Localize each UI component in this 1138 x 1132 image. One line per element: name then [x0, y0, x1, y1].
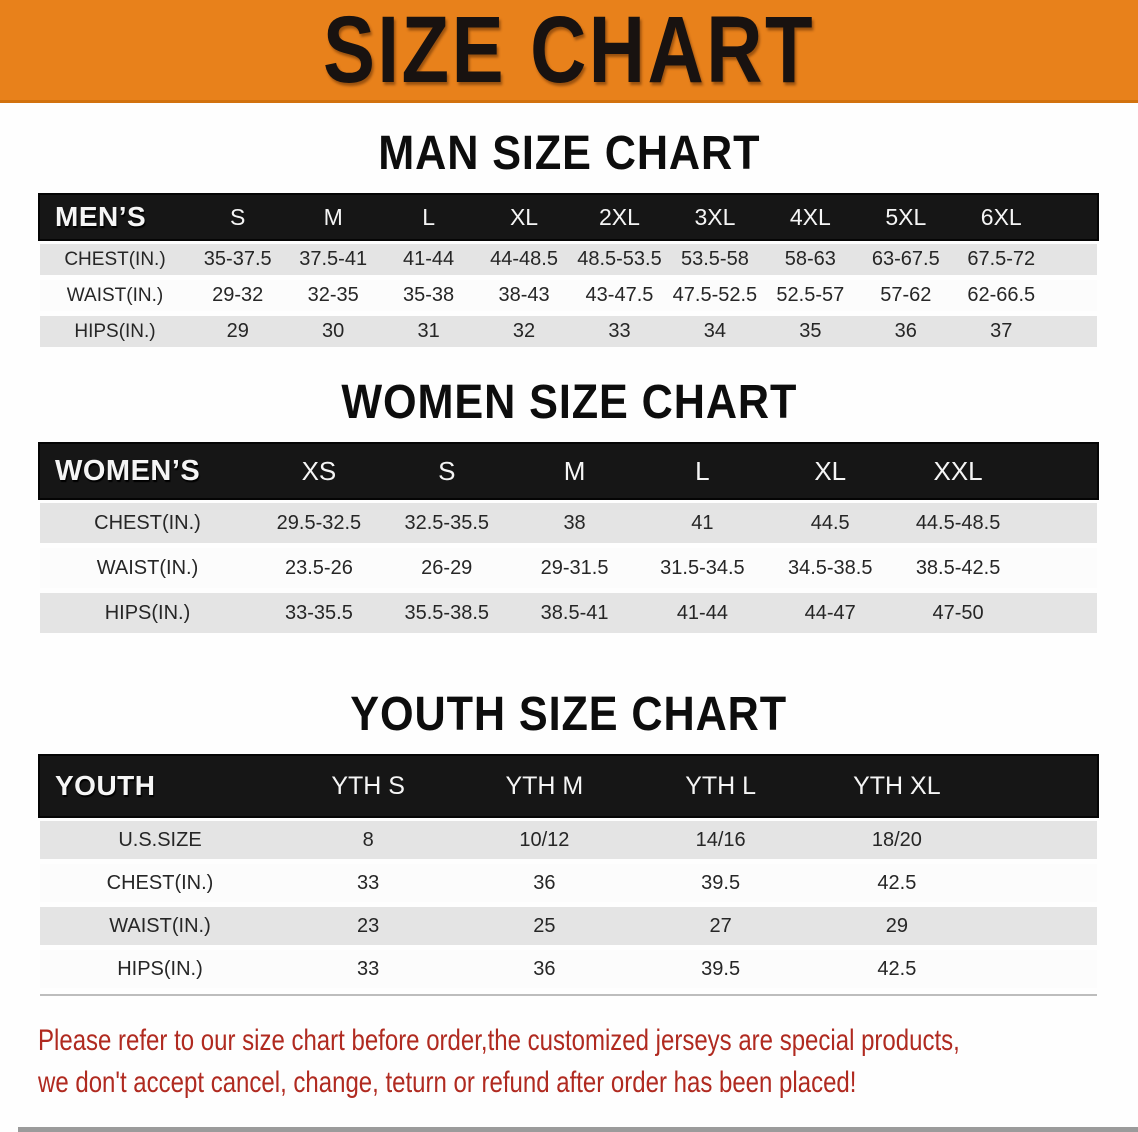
youth-table-row [40, 907, 1097, 945]
size-column-header: 5XL [885, 203, 927, 230]
size-column-header: XL [814, 455, 847, 486]
measurement-value-cell: 29 [885, 914, 908, 937]
measurement-value-cell: 23 [357, 914, 380, 937]
size-column-header: 4XL [789, 203, 831, 230]
disclaimer-text [38, 1020, 1138, 1104]
measurement-value-cell: 52.5-57 [776, 284, 845, 306]
youth-section-heading [0, 687, 1138, 741]
size-column-header: XS [301, 455, 337, 486]
measurement-value-cell: 44-47 [804, 601, 856, 624]
spacer-cell [985, 756, 1097, 816]
measurement-value-cell: 8 [362, 828, 374, 851]
measurement-value-cell: 32.5-35.5 [404, 511, 489, 534]
measurement-value-cell: 41-44 [676, 601, 728, 624]
measurement-value-cell: 35-37.5 [203, 248, 272, 270]
measurement-value-cell: 31.5-34.5 [660, 556, 745, 579]
disclaimer-line-1: Please refer to our size chart before order,the customized jerseys are special products, [38, 1024, 960, 1057]
size-column-header: 2XL [599, 203, 640, 230]
measurement-value-cell: 29.5-32.5 [276, 511, 362, 534]
banner-title: SIZE CHART [323, 0, 815, 103]
measurement-value-cell: 33 [357, 871, 380, 894]
measurement-value-cell: 42.5 [877, 957, 917, 980]
measurement-value-cell: 63-67.5 [871, 248, 940, 270]
measurement-value-cell: 47.5-52.5 [672, 284, 758, 306]
measurement-value-cell: 35 [799, 320, 822, 342]
row-label: U.S.SIZE [118, 828, 202, 851]
measurement-value-cell: 67.5-72 [967, 248, 1036, 270]
measurement-value-cell: 48.5-53.5 [577, 248, 662, 270]
measurement-value-cell: 41-44 [403, 248, 455, 270]
measurement-value-cell: 29-32 [212, 284, 264, 306]
measurement-value-cell: 38 [563, 511, 586, 534]
women-table-header-row [40, 444, 1097, 498]
measurement-value-cell: 38.5-42.5 [915, 556, 1001, 579]
spacer-cell [985, 907, 1097, 945]
spacer-cell [1049, 244, 1097, 275]
youth-table-title-cell: YOUTH [55, 770, 156, 801]
women-table-row [40, 548, 1097, 588]
measurement-value-cell: 32-35 [307, 284, 359, 306]
youth-table-row [40, 864, 1097, 902]
bottom-edge-strip [18, 1127, 1138, 1132]
size-column-header: YTH S [331, 771, 405, 800]
youth-table-row [40, 821, 1097, 859]
spacer-cell [985, 821, 1097, 859]
section-man [0, 126, 1138, 352]
measurement-value-cell: 35.5-38.5 [404, 601, 489, 624]
measurement-value-cell: 29-31.5 [540, 556, 609, 579]
measurement-value-cell: 32 [512, 320, 536, 342]
spacer-cell [985, 864, 1097, 902]
measurement-value-cell: 37 [990, 320, 1013, 342]
size-column-header: M [563, 455, 586, 486]
row-label: WAIST(IN.) [109, 914, 211, 937]
youth-heading-text: YOUTH SIZE CHART [350, 687, 788, 741]
measurement-value-cell: 29 [226, 320, 249, 342]
measurement-value-cell: 25 [533, 914, 556, 937]
section-youth [0, 687, 1138, 996]
women-table-wrapper [40, 439, 1097, 638]
measurement-value-cell: 44.5 [810, 511, 850, 534]
size-column-header: M [323, 203, 343, 230]
measurement-value-cell: 38.5-41 [540, 601, 609, 624]
youth-size-table [40, 751, 1097, 993]
disclaimer-line-2: we don't accept cancel, change, teturn or refund after order has been placed! [38, 1066, 857, 1099]
row-label: WAIST(IN.) [96, 556, 199, 579]
measurement-value-cell: 36 [533, 871, 556, 894]
measurement-value-cell: 30 [322, 320, 345, 342]
size-column-header: S [438, 455, 456, 486]
women-table-title-cell: WOMEN’S [55, 454, 201, 487]
measurement-value-cell: 23.5-26 [284, 556, 353, 579]
youth-table-underline [40, 994, 1097, 996]
measurement-value-cell: 37.5-41 [299, 248, 368, 270]
row-label: CHEST(IN.) [94, 511, 201, 534]
measurement-value-cell: 26-29 [421, 556, 473, 579]
man-table-header-row [40, 195, 1097, 239]
size-column-header: YTH XL [853, 771, 941, 800]
women-size-table [40, 439, 1097, 638]
measurement-value-cell: 36 [533, 957, 556, 980]
man-table-row [40, 316, 1097, 347]
size-column-header: L [695, 455, 710, 486]
size-column-header: L [422, 203, 435, 230]
size-chart-banner [0, 0, 1138, 103]
measurement-value-cell: 53.5-58 [680, 248, 749, 270]
measurement-value-cell: 39.5 [701, 957, 741, 980]
measurement-value-cell: 34.5-38.5 [787, 556, 873, 579]
size-column-header: S [230, 203, 246, 230]
size-column-header: YTH M [505, 771, 584, 800]
spacer-cell [1022, 444, 1097, 498]
measurement-value-cell: 44.5-48.5 [915, 511, 1001, 534]
women-table-row [40, 503, 1097, 543]
measurement-value-cell: 10/12 [519, 828, 570, 851]
measurement-value-cell: 33 [608, 320, 631, 342]
man-section-heading [0, 126, 1138, 180]
measurement-value-cell: 41 [691, 511, 714, 534]
man-table-wrapper [40, 190, 1097, 352]
row-label: WAIST(IN.) [66, 284, 164, 306]
spacer-cell [1049, 280, 1097, 311]
youth-table-row [40, 950, 1097, 988]
size-column-header: 6XL [980, 203, 1022, 230]
size-column-header: 3XL [694, 203, 736, 230]
measurement-value-cell: 62-66.5 [967, 284, 1036, 306]
measurement-value-cell: 43-47.5 [585, 284, 654, 306]
row-label: HIPS(IN.) [104, 601, 191, 624]
measurement-value-cell: 47-50 [932, 601, 984, 624]
men-size-table [40, 190, 1097, 352]
spacer-cell [1022, 593, 1097, 633]
women-section-heading [0, 375, 1138, 429]
measurement-value-cell: 42.5 [877, 871, 917, 894]
measurement-value-cell: 33-35.5 [284, 601, 353, 624]
measurement-value-cell: 58-63 [784, 248, 836, 270]
youth-table-wrapper [40, 751, 1097, 996]
measurement-value-cell: 39.5 [701, 871, 741, 894]
measurement-value-cell: 36 [894, 320, 917, 342]
measurement-value-cell: 35-38 [403, 284, 455, 306]
measurement-value-cell: 14/16 [695, 828, 746, 851]
man-table-row [40, 280, 1097, 311]
women-table-row [40, 593, 1097, 633]
row-label: HIPS(IN.) [74, 320, 156, 342]
man-table-row [40, 244, 1097, 275]
measurement-value-cell: 57-62 [880, 284, 932, 306]
section-women [0, 375, 1138, 638]
measurement-value-cell: 34 [703, 320, 727, 342]
row-label: CHEST(IN.) [64, 248, 166, 270]
size-column-header: YTH L [685, 771, 757, 800]
man-heading-text: MAN SIZE CHART [377, 126, 761, 180]
measurement-value-cell: 31 [417, 320, 440, 342]
youth-table-header-row [40, 756, 1097, 816]
measurement-value-cell: 44-48.5 [490, 248, 558, 270]
spacer-cell [1049, 316, 1097, 347]
measurement-value-cell: 33 [357, 957, 380, 980]
spacer-cell [1022, 503, 1097, 543]
row-label: HIPS(IN.) [117, 957, 203, 980]
size-column-header: XXL [933, 455, 983, 486]
size-column-header: XL [509, 203, 539, 230]
row-label: CHEST(IN.) [106, 871, 214, 894]
spacer-cell [1049, 195, 1097, 239]
spacer-cell [985, 950, 1097, 988]
women-heading-text: WOMEN SIZE CHART [341, 375, 797, 429]
spacer-cell [1022, 548, 1097, 588]
man-table-title-cell: MEN’S [55, 201, 147, 232]
measurement-value-cell: 27 [709, 914, 732, 937]
measurement-value-cell: 38-43 [498, 284, 550, 306]
measurement-value-cell: 18/20 [871, 828, 922, 851]
